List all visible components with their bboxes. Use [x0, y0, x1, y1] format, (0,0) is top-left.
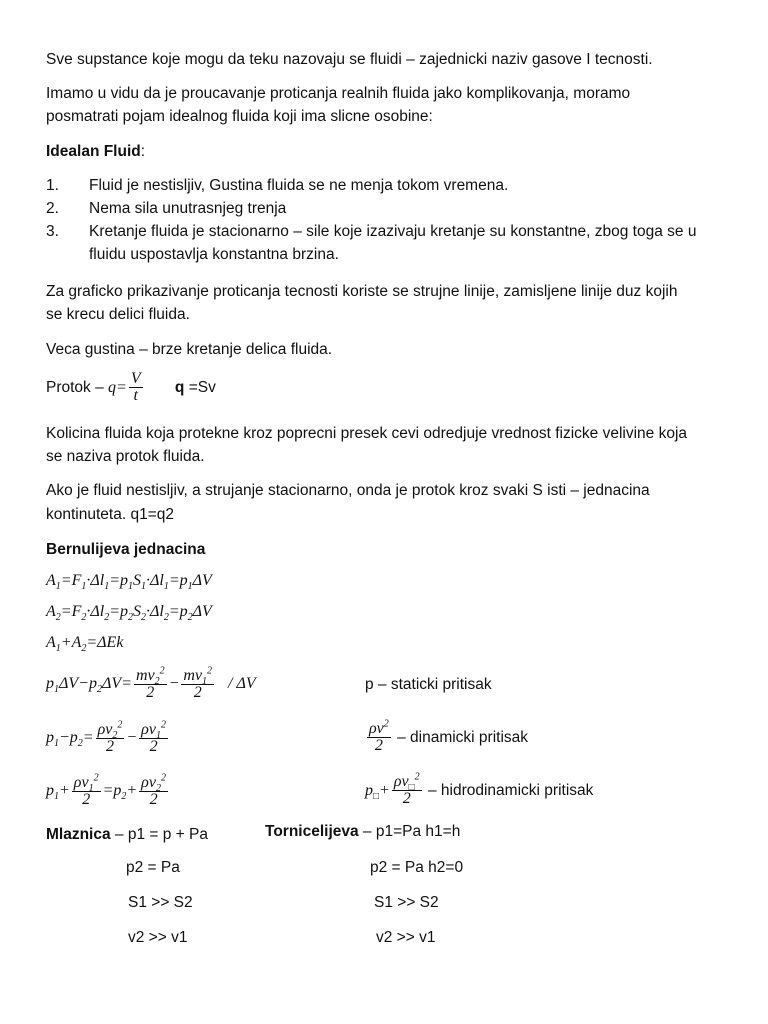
ideal-fluid-heading	[46, 140, 145, 163]
torricelli-row: p2 = Pa h2=0	[370, 859, 464, 876]
torricelli-row: v2 >> v1	[376, 929, 436, 946]
list-text: Fluid je nestisljiv, Gustina fluida se ne menja tokom vremena.	[89, 177, 509, 194]
ideal-fluid-paragraph-line2: posmatrati pojam idealnog fluida koji ima slicne osobine:	[46, 108, 433, 125]
nozzle-equation: – p1 = p + Pa	[110, 826, 208, 843]
dynamic-pressure-label: – dinamicki pritisak	[392, 729, 529, 746]
flow-definition-line2: se naziva protok fluida.	[46, 448, 205, 465]
nozzle-row: v2 >> v1	[128, 929, 188, 946]
hydrodynamic-pressure-label: – hidrodinamicki pritisak	[423, 782, 594, 799]
density-sentence: Veca gustina – brze kretanje delica fluida.	[46, 341, 333, 358]
dynamic-pressure-fraction: $\frac{\rho v^2}{2}$	[369, 719, 389, 755]
flow-fraction: $\frac{V}{t}$	[130, 370, 141, 405]
ideal-fluid-title: Idealan Fluid	[46, 143, 141, 160]
torricelli-equation: – p1=Pa h1=h	[358, 823, 461, 840]
hydrodynamic-pressure-row	[365, 771, 593, 811]
list-text: Kretanje fluida je stacionarno – sile koje izazivaju kretanje su konstantne, zbog toga se u	[89, 223, 697, 240]
flow-definition-line1: Kolicina fluida koja protekne kroz poprecni presek cevi odredjuje vrednost fizicke velivine koja	[46, 425, 688, 442]
streamlines-paragraph-line1: Za graficko prikazivanje proticanja tecnosti koriste se strujne linije, zamisljene linije duz kojih	[46, 283, 678, 300]
properties-list	[46, 174, 696, 266]
torricelli-row: S1 >> S2	[374, 894, 439, 911]
torricelli-heading	[265, 823, 460, 841]
equation-energy: $A_1+A_2=\Delta Ek$	[46, 634, 124, 655]
nozzle-row: S1 >> S2	[128, 894, 193, 911]
static-pressure-label: p – staticki pritisak	[365, 676, 492, 693]
nozzle-row: p2 = Pa	[126, 859, 180, 876]
hydrodynamic-formula: $p_□+$	[365, 782, 390, 803]
streamlines-paragraph-line2: se krecu delici fluida.	[46, 306, 190, 323]
bernoulli-heading: Bernulijeva jednacina	[46, 541, 206, 558]
list-item-continuation	[46, 243, 696, 266]
flow-sv: =Sv	[184, 379, 216, 396]
list-item: 3. Kretanje fluida je stacionarno – sile koje izazivaju kretanje su konstantne, zbog toga se u	[46, 223, 697, 240]
ideal-fluid-paragraph-line1: Imamo u vidu da je proucavanje proticanja realnih fluida jako komplikovanja, moramo	[46, 85, 631, 102]
heading-colon: :	[140, 143, 146, 160]
flow-formula	[46, 370, 216, 406]
dynamic-pressure-row	[365, 718, 528, 758]
equation-pressure-work: $p_1\Delta V-p_2\Delta V=$ $\frac{mv_2^2}{2}$ − $\frac{mv_1^2}{2}$ / ΔV	[46, 665, 256, 701]
torricelli-title: Tornicelijeva	[265, 823, 359, 840]
flow-symbol: q=	[108, 379, 127, 396]
flow-q-bold: q	[174, 379, 185, 396]
hydrodynamic-fraction: $\frac{\rho v_□^2}{2}$	[393, 772, 420, 808]
nozzle-title: Mlaznica	[46, 826, 111, 843]
list-item: 1. Fluid je nestisljiv, Gustina fluida se ne menja tokom vremena.	[46, 177, 509, 194]
flow-label: Protok –	[46, 379, 109, 396]
equation-work-1: $A_1=F_1\cdot\Delta l_1=p_1S_1\cdot\Delta l_1=p_1\Delta V$	[46, 572, 212, 593]
equation-work-2: $A_2=F_2\cdot\Delta l_2=p_2S_2\cdot\Delta l_2=p_2\Delta V$	[46, 603, 212, 624]
list-text: fluidu uspostavlja konstantna brzina.	[89, 246, 339, 263]
intro-paragraph: Sve supstance koje mogu da teku nazovaju se fluidi – zajednicki naziv gasove I tecnosti.	[46, 51, 653, 68]
nozzle-heading	[46, 823, 208, 846]
equation-pressure-difference: $p_1-p_2=$ $\frac{\rho v_2^2}{2}$ − $\frac{\rho v_1^2}{2}$	[46, 719, 166, 755]
list-text: Nema sila unutrasnjeg trenja	[89, 200, 287, 217]
continuity-line2: kontinuteta. q1=q2	[46, 506, 174, 523]
continuity-line1: Ako je fluid nestisljiv, a strujanje stacionarno, onda je protok kroz svaki S isti – jednacina	[46, 482, 650, 499]
equation-bernoulli: $p_1+$ $\frac{\rho v_1^2}{2}$ $=p_2+$ $\frac{\rho v_2^2}{2}$	[46, 772, 166, 808]
flow-equation	[175, 379, 216, 396]
list-item: 2. Nema sila unutrasnjeg trenja	[46, 200, 287, 217]
